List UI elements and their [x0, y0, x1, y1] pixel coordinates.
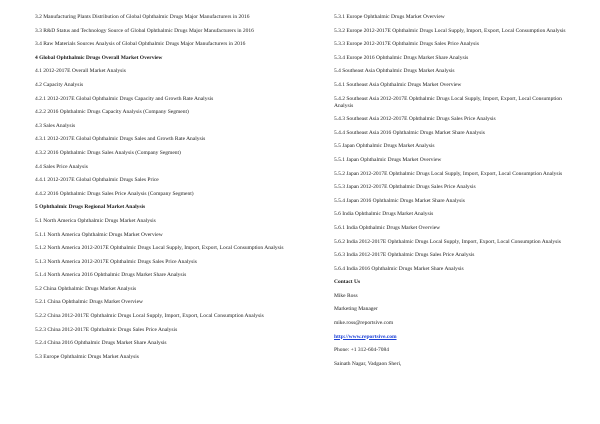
toc-entry: 4.2.1 2012-2017E Global Ophthalmic Drugs Capacity and Growth Rate Analysis: [35, 95, 214, 102]
toc-entry: 5.5 Japan Ophthalmic Drugs Market Analysis: [334, 143, 435, 150]
section-heading: 5 Ophthalmic Drugs Regional Market Analysis: [35, 204, 146, 211]
toc-left-column: [35, 14, 285, 367]
toc-entry: 5.5.3 Japan 2012-2017E Ophthalmic Drugs Sales Price Analysis: [334, 184, 476, 191]
toc-entry: 3.2 Manufacturing Plants Distribution of Global Ophthalmic Drugs Major Manufacturers in 2016: [35, 14, 250, 20]
toc-entry: Mike Ross: [334, 292, 358, 299]
toc-entry: 4.3.2 2016 Ophthalmic Drugs Sales Analysis (Company Segment): [35, 149, 181, 156]
toc-entry: 5.3.1 Europe Ophthalmic Drugs Market Overview: [334, 14, 445, 20]
toc-entry: 4.1 2012-2017E Overall Market Analysis: [35, 68, 126, 75]
section-heading: Contact Us: [334, 279, 361, 286]
toc-entry: 4.4.2 2016 Ophthalmic Drugs Sales Price Analysis (Company Segment): [35, 190, 194, 197]
toc-entry: 4.4 Sales Price Analysis: [35, 163, 88, 170]
toc-entry: mike.ross@reportsive.com: [334, 320, 394, 327]
toc-entry: 5.6.3 India 2012-2017E Ophthalmic Drugs Sales Price Analysis: [334, 252, 475, 259]
toc-entry: 5.3.3 Europe 2012-2017E Ophthalmic Drugs Sales Price Analysis: [334, 41, 479, 48]
toc-entry: 4.2 Capacity Analysis: [35, 81, 84, 88]
toc-entry: 5.1.2 North America 2012-2017E Ophthalmic Drugs Local Supply, Import, Export, Local Consumption Analysis: [35, 245, 284, 252]
toc-entry: 5.4.1 Southeast Asia Ophthalmic Drugs Market Overview: [334, 81, 462, 88]
toc-entry: 5.1.1 North America Ophthalmic Drugs Market Overview: [35, 231, 163, 238]
section-heading: 4 Global Ophthalmic Drugs Overall Market Overview: [35, 54, 163, 61]
toc-entry: Phone: +1 312-604-7084: [334, 347, 390, 354]
toc-entry: 5.3 Europe Ophthalmic Drugs Market Analysis: [35, 353, 139, 360]
toc-entry: 5.2.3 China 2012-2017E Ophthalmic Drugs Sales Price Analysis: [35, 326, 178, 333]
toc-entry: 5.4.4 Southeast Asia 2016 Ophthalmic Drugs Market Share Analysis: [334, 129, 485, 136]
toc-entry: 4.3 Sales Analysis: [35, 122, 76, 129]
toc-entry: 5.5.1 Japan Ophthalmic Drugs Market Overview: [334, 156, 442, 163]
toc-entry: 5.3.2 Europe 2012-2017E Ophthalmic Drugs Local Supply, Import, Export, Local Consumption Analysis: [334, 27, 566, 34]
toc-entry: Sainath Nagar, Vadgaon Sheri,: [334, 360, 402, 367]
toc-entry: 5.1.4 North America 2016 Ophthalmic Drugs Market Share Analysis: [35, 272, 187, 279]
toc-entry: 4.3.1 2012-2017E Global Ophthalmic Drugs Sales and Growth Rate Analysis: [35, 136, 206, 143]
toc-entry: Marketing Manager: [334, 306, 378, 313]
toc-entry: 5.5.2 Japan 2012-2017E Ophthalmic Drugs Local Supply, Import, Export, Local Consumption Analysis: [334, 170, 563, 177]
toc-entry: 5.2.2 China 2012-2017E Ophthalmic Drugs Local Supply, Import, Export, Local Consumption Analysis: [35, 313, 264, 320]
toc-entry: 5.6.2 India 2012-2017E Ophthalmic Drugs Local Supply, Import, Export, Local Consumption Analysis: [334, 238, 561, 245]
toc-entry: 5.2 China Ophthalmic Drugs Market Analysis: [35, 285, 137, 292]
toc-entry: 5.1.3 North America 2012-2017E Ophthalmic Drugs Sales Price Analysis: [35, 258, 197, 265]
toc-entry: 5.4 Southeast Asia Ophthalmic Drugs Market Analysis: [334, 68, 455, 75]
toc-entry: 5.1 North America Ophthalmic Drugs Market Analysis: [35, 217, 156, 224]
toc-entry: 5.2.1 China Ophthalmic Drugs Market Overview: [35, 299, 143, 306]
toc-entry: 5.6 India Ophthalmic Drugs Market Analysis: [334, 211, 434, 218]
toc-entry: 5.4.3 Southeast Asia 2012-2017E Ophthalmic Drugs Sales Price Analysis: [334, 116, 496, 123]
toc-entry: 5.4.2 Southeast Asia 2012-2017E Ophthalmic Drugs Local Supply, Import, Export, Local Consumption Analysis: [334, 95, 562, 109]
toc-entry: 4.2.2 2016 Ophthalmic Drugs Capacity Analysis (Company Segment): [35, 109, 189, 116]
website-link[interactable]: http://www.reportsive.com: [334, 333, 397, 340]
toc-entry: 5.5.4 Japan 2016 Ophthalmic Drugs Market Share Analysis: [334, 197, 465, 204]
toc-entry: 5.6.4 India 2016 Ophthalmic Drugs Market Share Analysis: [334, 265, 464, 272]
toc-entry: 4.4.1 2012-2017E Global Ophthalmic Drugs Sales Price: [35, 177, 159, 184]
toc-entry: 3.3 R&D Status and Technology Source of Global Ophthalmic Drugs Major Manufacturers in 2016: [35, 27, 254, 34]
toc-right-column: [334, 14, 570, 374]
toc-entry: 5.6.1 India Ophthalmic Drugs Market Overview: [334, 224, 441, 231]
toc-entry: 5.3.4 Europe 2016 Ophthalmic Drugs Market Share Analysis: [334, 54, 469, 61]
toc-entry: 5.2.4 China 2016 Ophthalmic Drugs Market Share Analysis: [35, 340, 167, 347]
toc-entry: 3.4 Raw Materials Sources Analysis of Global Ophthalmic Drugs Major Manufacturers in 2016: [35, 41, 246, 48]
